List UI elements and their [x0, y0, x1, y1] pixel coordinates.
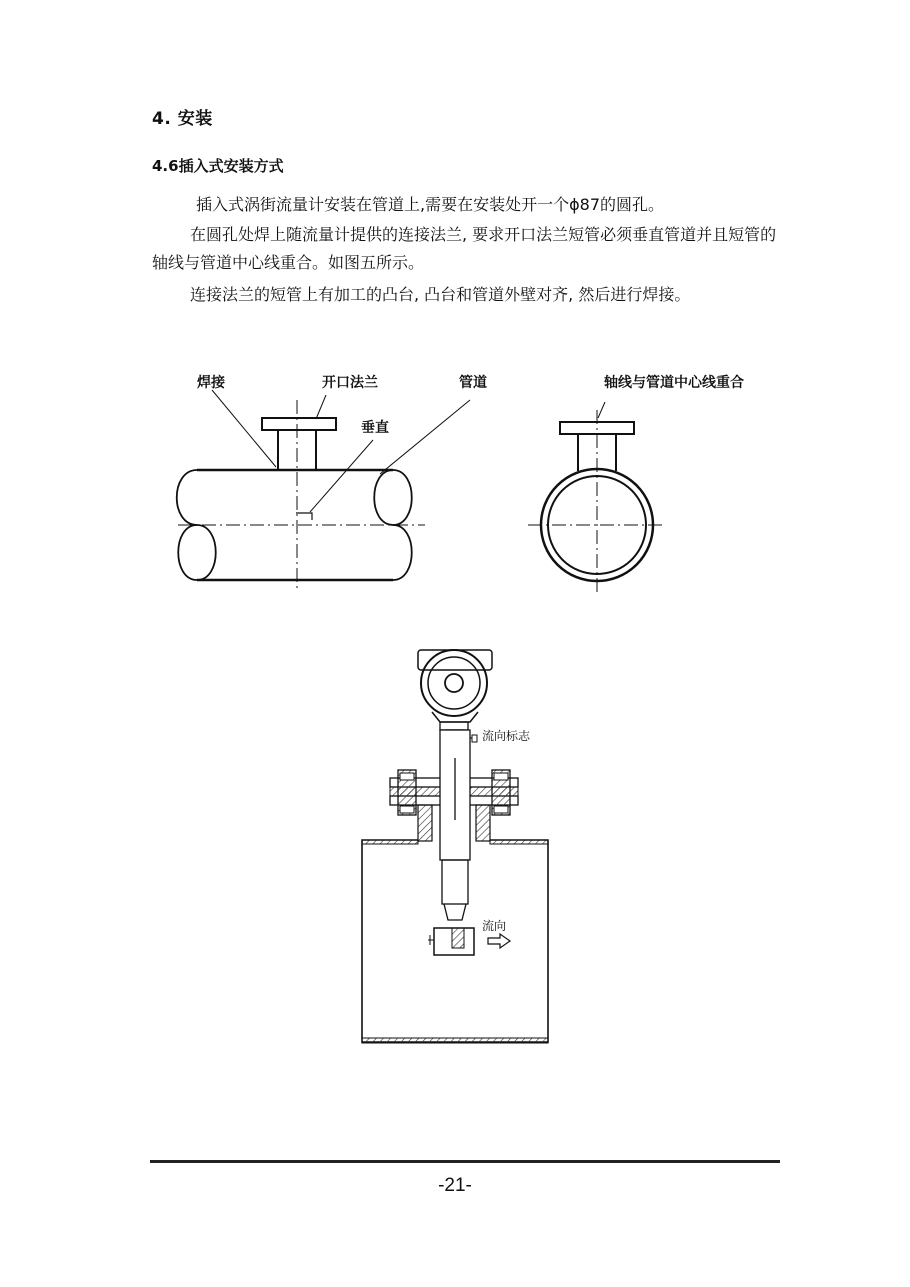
label-open-flange: 开口法兰	[322, 375, 378, 391]
label-axis-coincide: 轴线与管道中心线重合	[604, 375, 744, 391]
section-title: 4. 安装	[152, 109, 213, 129]
footer-divider	[150, 1160, 780, 1163]
label-vertical: 垂直	[361, 420, 389, 436]
label-flow-mark: 流向标志	[482, 729, 531, 743]
flowmeter-diagram	[362, 650, 548, 1043]
pipe-cross-section	[528, 402, 665, 592]
label-flow-direction: 流向	[482, 919, 507, 933]
label-pipe: 管道	[459, 375, 487, 391]
subsection-title: 4.6插入式安装方式	[152, 157, 284, 175]
pipe-side-view	[177, 390, 470, 592]
paragraph-2: 在圆孔处焊上随流量计提供的连接法兰, 要求开口法兰短管必须垂直管道并且短管的轴线与管道中心线重合。如图五所示。	[152, 225, 777, 272]
paragraph-1: 插入式涡街流量计安装在管道上,需要在安装处开一个ϕ87的圆孔。	[196, 195, 665, 214]
paragraph-3: 连接法兰的短管上有加工的凸台, 凸台和管道外壁对齐, 然后进行焊接。	[190, 285, 691, 304]
page-number: -21-	[438, 1175, 472, 1196]
label-weld: 焊接	[197, 375, 225, 391]
